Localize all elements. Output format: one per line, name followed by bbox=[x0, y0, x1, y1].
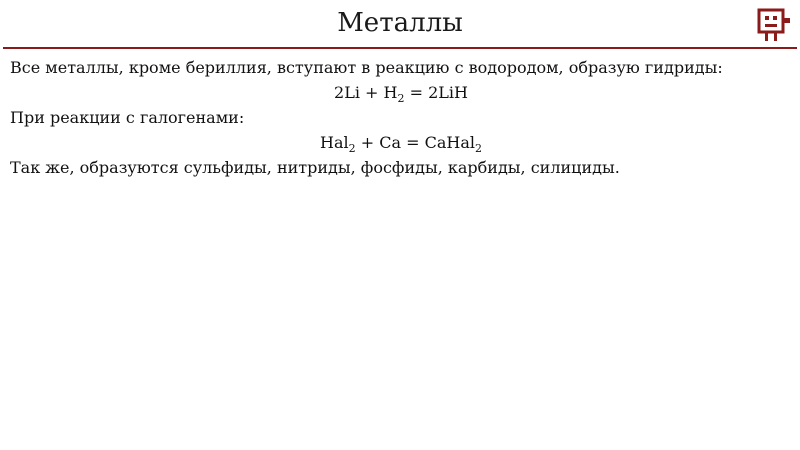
slide-title: Металлы bbox=[337, 8, 463, 38]
text-line-compounds: Так же, образуются сульфиды, нитриды, фосфиды, карбиды, силициды. bbox=[10, 158, 620, 177]
subscript: 2 bbox=[348, 142, 356, 155]
subscript: 2 bbox=[474, 142, 482, 155]
formula-calcium-halide bbox=[10, 130, 792, 156]
formula-part: + Ca = CaHal bbox=[355, 133, 475, 152]
text-line-halogens: При реакции с галогенами: bbox=[10, 108, 245, 127]
formula-part: 2Li + H bbox=[334, 83, 398, 102]
robot-logo-icon bbox=[756, 5, 792, 45]
formula-part: = 2LiH bbox=[404, 83, 468, 102]
title-divider bbox=[3, 47, 797, 49]
slide-body bbox=[10, 56, 792, 180]
text-line-hydrides: Все металлы, кроме бериллия, вступают в реакцию с водородом, образую гидриды: bbox=[10, 58, 723, 77]
formula-lithium-hydride bbox=[10, 80, 792, 106]
subscript: 2 bbox=[397, 92, 405, 105]
formula-part: Hal bbox=[320, 133, 349, 152]
